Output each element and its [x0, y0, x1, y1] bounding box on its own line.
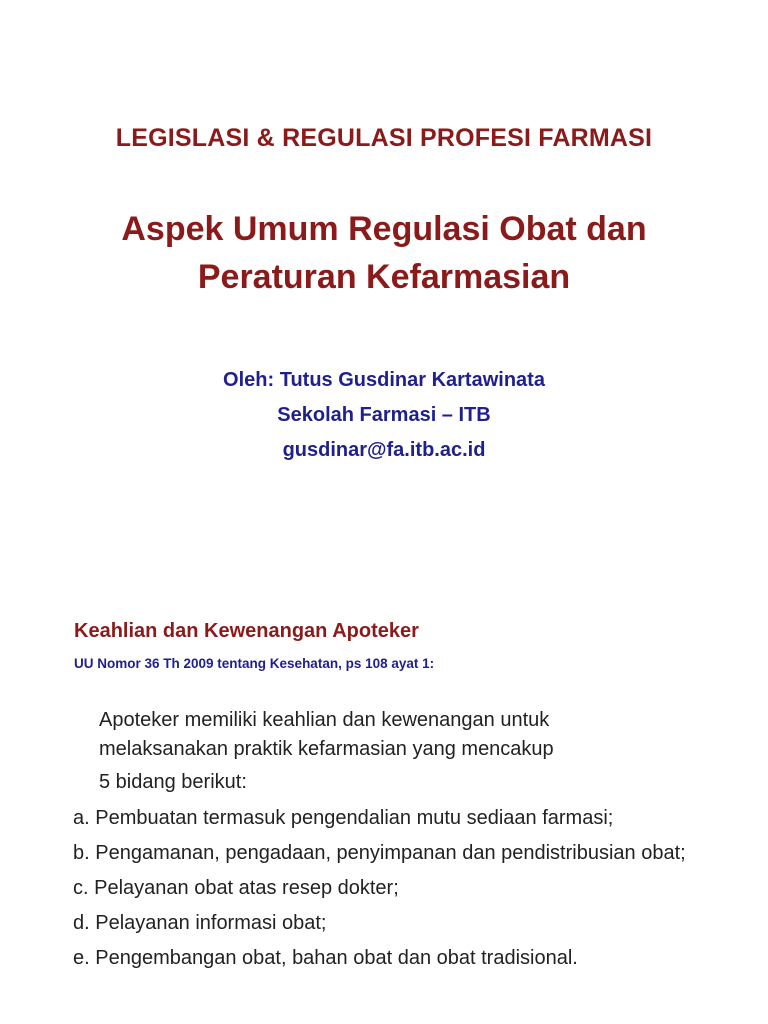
slide-title	[0, 205, 768, 301]
list-item: e. Pengembangan obat, bahan obat dan obat tradisional.	[73, 947, 578, 969]
author-name: Oleh: Tutus Gusdinar Kartawinata	[223, 369, 545, 391]
list-item: c. Pelayanan obat atas resep dokter;	[73, 877, 399, 899]
intro-paragraph	[99, 706, 699, 797]
list-item: b. Pengamanan, pengadaan, penyimpanan dan pendistribusian obat;	[73, 842, 686, 864]
scope-list	[73, 804, 753, 979]
title-line-2: Peraturan Kefarmasian	[197, 258, 571, 296]
content-slide	[0, 560, 768, 1024]
intro-line-1: Apoteker memiliki keahlian dan kewenangan untuk	[99, 709, 550, 731]
institution: Sekolah Farmasi – ITB	[277, 404, 491, 426]
intro-line-2: melaksanakan praktik kefarmasian yang mencakup	[99, 738, 554, 760]
author-email: gusdinar@fa.itb.ac.id	[282, 439, 486, 461]
title-line-1: Aspek Umum Regulasi Obat dan	[121, 210, 647, 248]
author-block	[0, 363, 768, 468]
list-item: d. Pelayanan informasi obat;	[73, 912, 327, 934]
course-title: LEGISLASI & REGULASI PROFESI FARMASI	[115, 124, 653, 152]
law-reference: UU Nomor 36 Th 2009 tentang Kesehatan, ps 108 ayat 1:	[74, 656, 435, 671]
intro-line-3: 5 bidang berikut:	[99, 771, 247, 793]
list-item: a. Pembuatan termasuk pengendalian mutu sediaan farmasi;	[73, 807, 614, 829]
slide-heading: Keahlian dan Kewenangan Apoteker	[74, 620, 419, 642]
